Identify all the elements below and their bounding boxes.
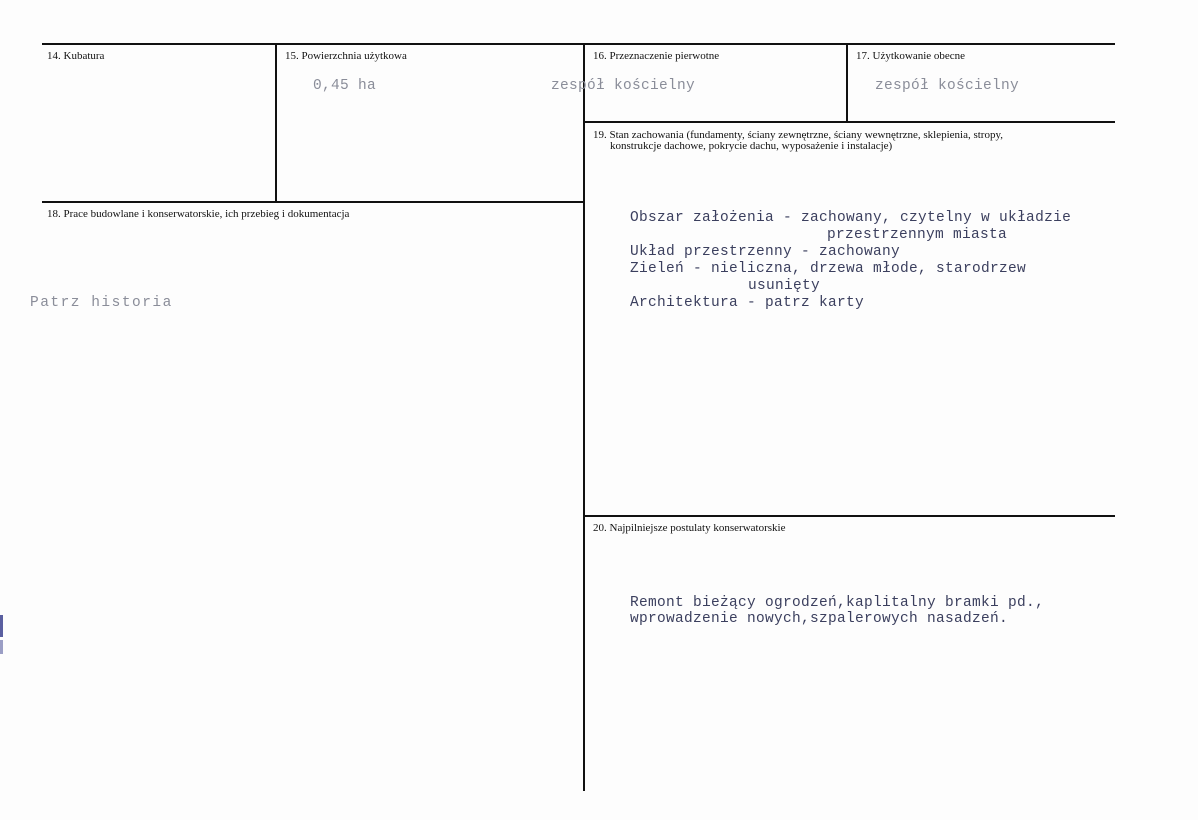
field-19-line: Układ przestrzenny - zachowany	[630, 244, 901, 260]
field-16-label: 16. Przeznaczenie pierwotne	[593, 50, 720, 62]
field-16-value: zespół kościelny	[551, 78, 696, 94]
field-15-label: 15. Powierzchnia użytkowa	[285, 50, 407, 62]
field-14-label: 14. Kubatura	[47, 50, 105, 62]
divider-16-17	[846, 43, 848, 121]
center-divider	[583, 43, 585, 791]
field-19-line: Architektura - patrz karty	[630, 295, 865, 311]
field-18-label: 18. Prace budowlane i konserwatorskie, ich przebieg i dokumentacja	[47, 208, 350, 220]
field-19-line: przestrzennym miasta	[827, 227, 1008, 243]
field-20-line: wprowadzenie nowych,szpalerowych nasadzeń.	[630, 611, 1009, 627]
scan-edge-mark	[0, 640, 3, 654]
divider-14-15	[275, 43, 277, 201]
rule-above-20	[584, 515, 1115, 517]
field-19-line: Zieleń - nieliczna, drzewa młode, starodrzew	[630, 261, 1027, 277]
top-rule	[42, 43, 1115, 45]
field-20-line: Remont bieżący ogrodzeń,kaplitalny bramki pd.,	[630, 595, 1045, 611]
field-19-line: usunięty	[748, 278, 821, 294]
scan-edge-mark	[0, 615, 3, 637]
field-15-value: 0,45 ha	[313, 78, 377, 94]
field-17-label: 17. Użytkowanie obecne	[856, 50, 966, 62]
field-19-label-line1: 19. Stan zachowania (fundamenty, ściany zewnętrzne, ściany wewnętrzne, sklepienia, stropy,	[593, 129, 1004, 141]
field-19-label-line2: konstrukcje dachowe, pokrycie dachu, wyposażenie i instalacje)	[610, 140, 893, 152]
field-17-value: zespół kościelny	[875, 78, 1020, 94]
field-20-label: 20. Najpilniejsze postulaty konserwatorskie	[593, 522, 786, 534]
field-18-value: Patrz historia	[30, 295, 173, 311]
rule-above-18	[42, 201, 584, 203]
field-19-line: Obszar założenia - zachowany, czytelny w układzie	[630, 210, 1072, 226]
rule-above-19	[584, 121, 1115, 123]
